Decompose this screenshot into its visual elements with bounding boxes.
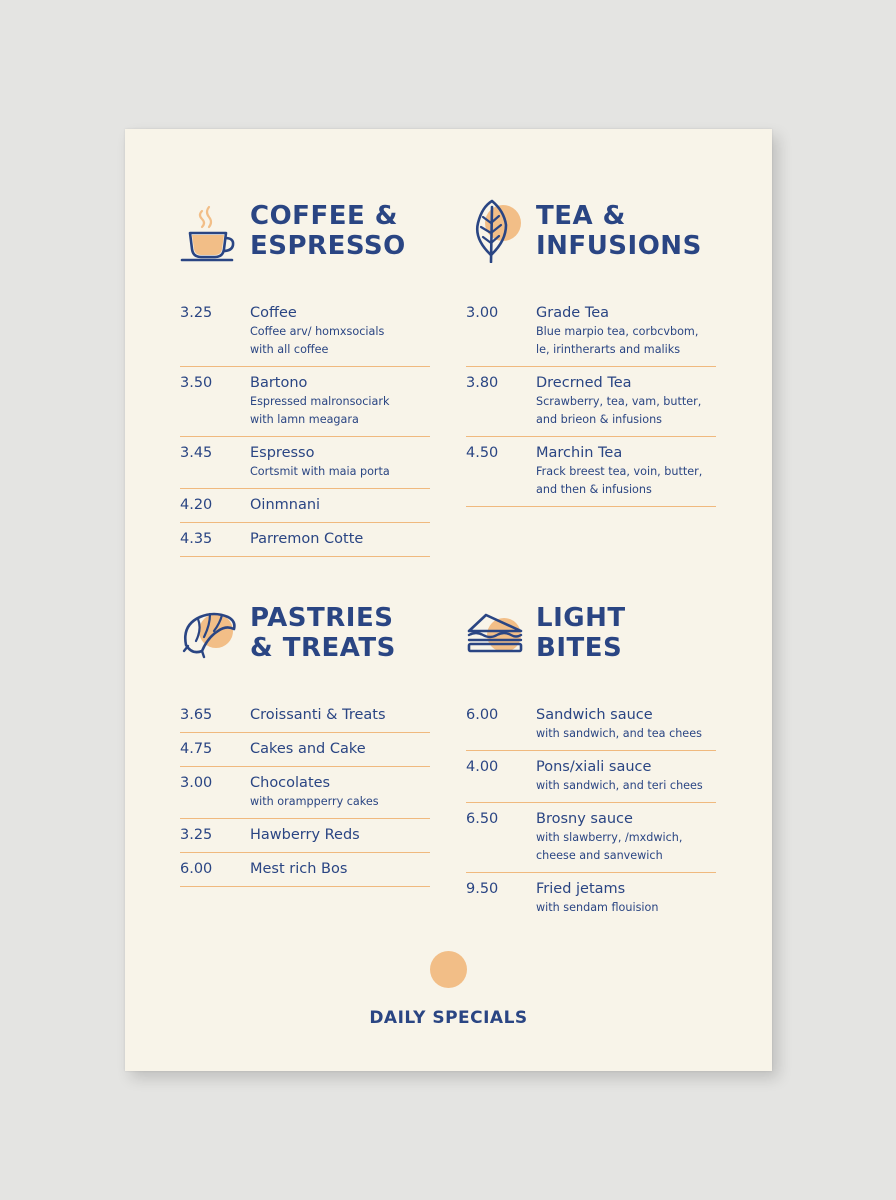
menu-item (180, 489, 430, 523)
item-description: Frack breest tea, voin, butter, (536, 465, 703, 478)
section-title (250, 603, 396, 663)
item-name: Cakes and Cake (250, 741, 366, 757)
item-description: Espressed malronsociark (250, 395, 390, 408)
item-name: Chocolates (250, 775, 331, 791)
item-price: 3.00 (180, 775, 213, 791)
menu-item (180, 733, 430, 767)
section-title-line1: COFFEE & (250, 201, 398, 231)
menu-item (466, 437, 716, 507)
section-coffee-espresso (180, 199, 430, 557)
item-list (466, 699, 716, 924)
section-title (536, 201, 702, 261)
item-description: and brieon & infusions (536, 413, 662, 426)
item-name: Espresso (250, 445, 315, 461)
item-description: with lamn meagara (250, 413, 359, 426)
item-description: with slawberry, /mxdwich, (536, 831, 683, 844)
menu-item (180, 523, 430, 557)
sandwich-icon (466, 601, 524, 665)
section-title (250, 201, 406, 261)
leaf-icon (466, 199, 524, 263)
section-title (536, 603, 626, 663)
section-header (466, 199, 716, 279)
section-title-line1: PASTRIES (250, 603, 394, 633)
item-price: 4.35 (180, 531, 213, 547)
item-name: Pons/xiali sauce (536, 759, 652, 775)
menu-item (466, 699, 716, 751)
section-header (180, 601, 430, 681)
item-description: Cortsmit with maia porta (250, 465, 390, 478)
croissant-icon (180, 601, 238, 665)
item-price: 3.25 (180, 827, 213, 843)
item-price: 3.80 (466, 375, 499, 391)
menu-item (180, 437, 430, 489)
item-name: Sandwich sauce (536, 707, 653, 723)
section-title-line2: BITES (536, 633, 623, 663)
item-name: Oinmnani (250, 497, 321, 513)
menu-item (180, 297, 430, 367)
item-price: 3.00 (466, 305, 499, 321)
item-price: 4.75 (180, 741, 213, 757)
item-description: le, irintherarts and maliks (536, 343, 681, 356)
menu-item (466, 297, 716, 367)
item-price: 3.50 (180, 375, 213, 391)
item-name: Hawberry Reds (250, 827, 360, 843)
item-description: cheese and sanvewich (536, 849, 663, 862)
specials-dot-icon (430, 951, 467, 988)
item-description: with orampperry cakes (250, 795, 379, 808)
section-tea-infusions (466, 199, 716, 507)
menu-card (125, 129, 772, 1071)
item-price: 3.65 (180, 707, 213, 723)
item-price: 6.50 (466, 811, 499, 827)
menu-item (466, 873, 716, 924)
item-name: Fried jetams (536, 881, 626, 897)
item-price: 6.00 (466, 707, 499, 723)
item-price: 4.20 (180, 497, 213, 513)
item-name: Coffee (250, 305, 297, 321)
item-description: Scrawberry, tea, vam, butter, (536, 395, 702, 408)
section-header (466, 601, 716, 681)
item-name: Marchin Tea (536, 445, 623, 461)
daily-specials (125, 951, 772, 1028)
item-name: Mest rich Bos (250, 861, 348, 877)
section-pastries-treats (180, 601, 430, 887)
item-price: 4.50 (466, 445, 499, 461)
menu-item (466, 751, 716, 803)
menu-item (180, 819, 430, 853)
item-description: with sandwich, and teri chees (536, 779, 703, 792)
item-description: Blue marpio tea, corbcvbom, (536, 325, 699, 338)
item-name: Bartono (250, 375, 308, 391)
coffee-cup-icon (180, 199, 238, 263)
item-price: 9.50 (466, 881, 499, 897)
item-name: Parremon Cotte (250, 531, 364, 547)
section-title-line1: TEA & (536, 201, 626, 231)
section-title-line1: LIGHT (536, 603, 626, 633)
item-list (466, 297, 716, 507)
item-description: with sandwich, and tea chees (536, 727, 702, 740)
item-price: 3.25 (180, 305, 213, 321)
item-description: Coffee arv/ homxsocials (250, 325, 385, 338)
section-header (180, 199, 430, 279)
menu-item (180, 767, 430, 819)
item-list (180, 699, 430, 887)
item-price: 3.45 (180, 445, 213, 461)
item-name: Brosny sauce (536, 811, 633, 827)
section-title-line2: ESPRESSO (250, 231, 406, 261)
item-price: 6.00 (180, 861, 213, 877)
item-description: and then & infusions (536, 483, 652, 496)
section-title-line2: & TREATS (250, 633, 396, 663)
menu-item (180, 367, 430, 437)
item-list (180, 297, 430, 557)
section-title-line2: INFUSIONS (536, 231, 702, 261)
menu-item (180, 699, 430, 733)
menu-item (466, 803, 716, 873)
item-name: Grade Tea (536, 305, 610, 321)
section-light-bites (466, 601, 716, 924)
item-description: with sendam flouision (536, 901, 659, 914)
item-description: with all coffee (250, 343, 329, 356)
menu-item (466, 367, 716, 437)
daily-specials-label: DAILY SPECIALS (369, 1008, 528, 1028)
item-price: 4.00 (466, 759, 499, 775)
item-name: Drecrned Tea (536, 375, 632, 391)
item-name: Croissanti & Treats (250, 707, 386, 723)
menu-item (180, 853, 430, 887)
